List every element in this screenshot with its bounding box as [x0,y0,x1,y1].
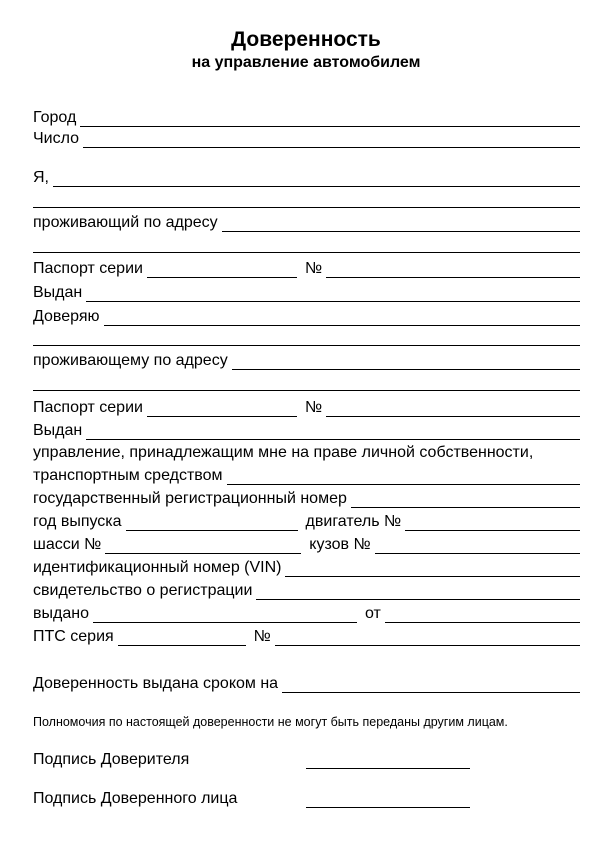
chassis-label: шасси № [33,536,102,553]
certificate-issued-row [33,604,580,623]
document-title: Доверенность [231,28,381,51]
vehicle-blank[interactable] [227,470,580,485]
passport-number-label-2: № [304,399,323,416]
city-blank[interactable] [80,112,580,127]
chassis-blank[interactable] [105,539,301,554]
pts-row [33,627,580,646]
city-label: Город [33,109,77,126]
principal-issued-row [33,283,580,302]
certificate-issued-blank[interactable] [93,608,357,623]
issued-blank[interactable] [86,287,580,302]
attorney-address-row [33,351,580,370]
residing-at-label: проживающий по адресу [33,214,218,231]
attorney-address-continuation-line[interactable] [33,390,580,391]
document-subtitle: на управление автомобилем [191,54,421,71]
passport-series-blank[interactable] [147,263,297,278]
entrust-row [33,307,580,326]
city-row [33,108,580,127]
term-row [33,674,580,693]
attorney-name-continuation-line[interactable] [33,345,580,346]
passport-series-label-2: Паспорт серии [33,399,143,416]
year-engine-row [33,512,580,531]
ownership-text: управление, принадлежащим мне на праве личной собственности, [33,444,534,461]
principal-address-row [33,213,580,232]
principal-name-continuation-line[interactable] [33,207,580,208]
delegation-note: Полномочия по настоящей доверенности не могут быть переданы другим лицам. [33,715,508,729]
principal-address-continuation-line[interactable] [33,252,580,253]
principal-name-row [33,168,580,187]
vehicle-row [33,466,580,485]
date-row [33,129,580,148]
term-label: Доверенность выдана сроком на [33,675,279,692]
residing-at-dative-label: проживающему по адресу [33,352,228,369]
reg-certificate-blank[interactable] [256,585,580,600]
reg-certificate-label: свидетельство о регистрации [33,582,253,599]
ownership-text-row [33,443,580,462]
attorney-signature-line[interactable] [306,807,470,808]
year-label: год выпуска [33,513,122,530]
issued-label: Выдан [33,284,83,301]
reg-number-row [33,489,580,508]
principal-signature-line[interactable] [306,768,470,769]
attorney-name-blank[interactable] [104,311,580,326]
engine-blank[interactable] [405,516,580,531]
attorney-address-blank[interactable] [232,355,580,370]
pts-number-blank[interactable] [275,631,580,646]
attorney-issued-row [33,421,580,440]
pts-number-label: № [253,628,271,645]
certificate-date-blank[interactable] [385,608,580,623]
term-blank[interactable] [282,678,580,693]
passport-number-label: № [304,260,323,277]
body-label: кузов № [309,536,371,553]
date-blank[interactable] [83,133,580,148]
attorney-signature-label: Подпись Доверенного лица [33,790,238,807]
issued-lower-label: выдано [33,605,89,622]
reg-number-label: государственный регистрационный номер [33,490,347,507]
passport-number-blank-2[interactable] [326,402,580,417]
year-blank[interactable] [126,516,298,531]
body-blank[interactable] [375,539,580,554]
i-label: Я, [33,169,49,186]
vin-label: идентификационный номер (VIN) [33,559,282,576]
vin-blank[interactable] [285,562,580,577]
vehicle-label: транспортным средством [33,467,223,484]
passport-series-blank-2[interactable] [147,402,297,417]
reg-certificate-row [33,581,580,600]
attorney-passport-row [33,398,580,417]
entrust-label: Доверяю [33,308,100,325]
reg-number-blank[interactable] [351,493,580,508]
vin-row [33,558,580,577]
passport-series-label: Паспорт серии [33,260,143,277]
principal-name-blank[interactable] [53,172,580,187]
principal-address-blank[interactable] [222,217,580,232]
principal-passport-row [33,259,580,278]
issued-label-2: Выдан [33,422,83,439]
from-label: от [364,605,381,622]
principal-signature-label: Подпись Доверителя [33,751,190,768]
issued-blank-2[interactable] [86,425,580,440]
date-label: Число [33,130,80,147]
engine-label: двигатель № [305,513,402,530]
pts-series-label: ПТС серия [33,628,114,645]
passport-number-blank[interactable] [326,263,580,278]
pts-series-blank[interactable] [118,631,246,646]
chassis-body-row [33,535,580,554]
